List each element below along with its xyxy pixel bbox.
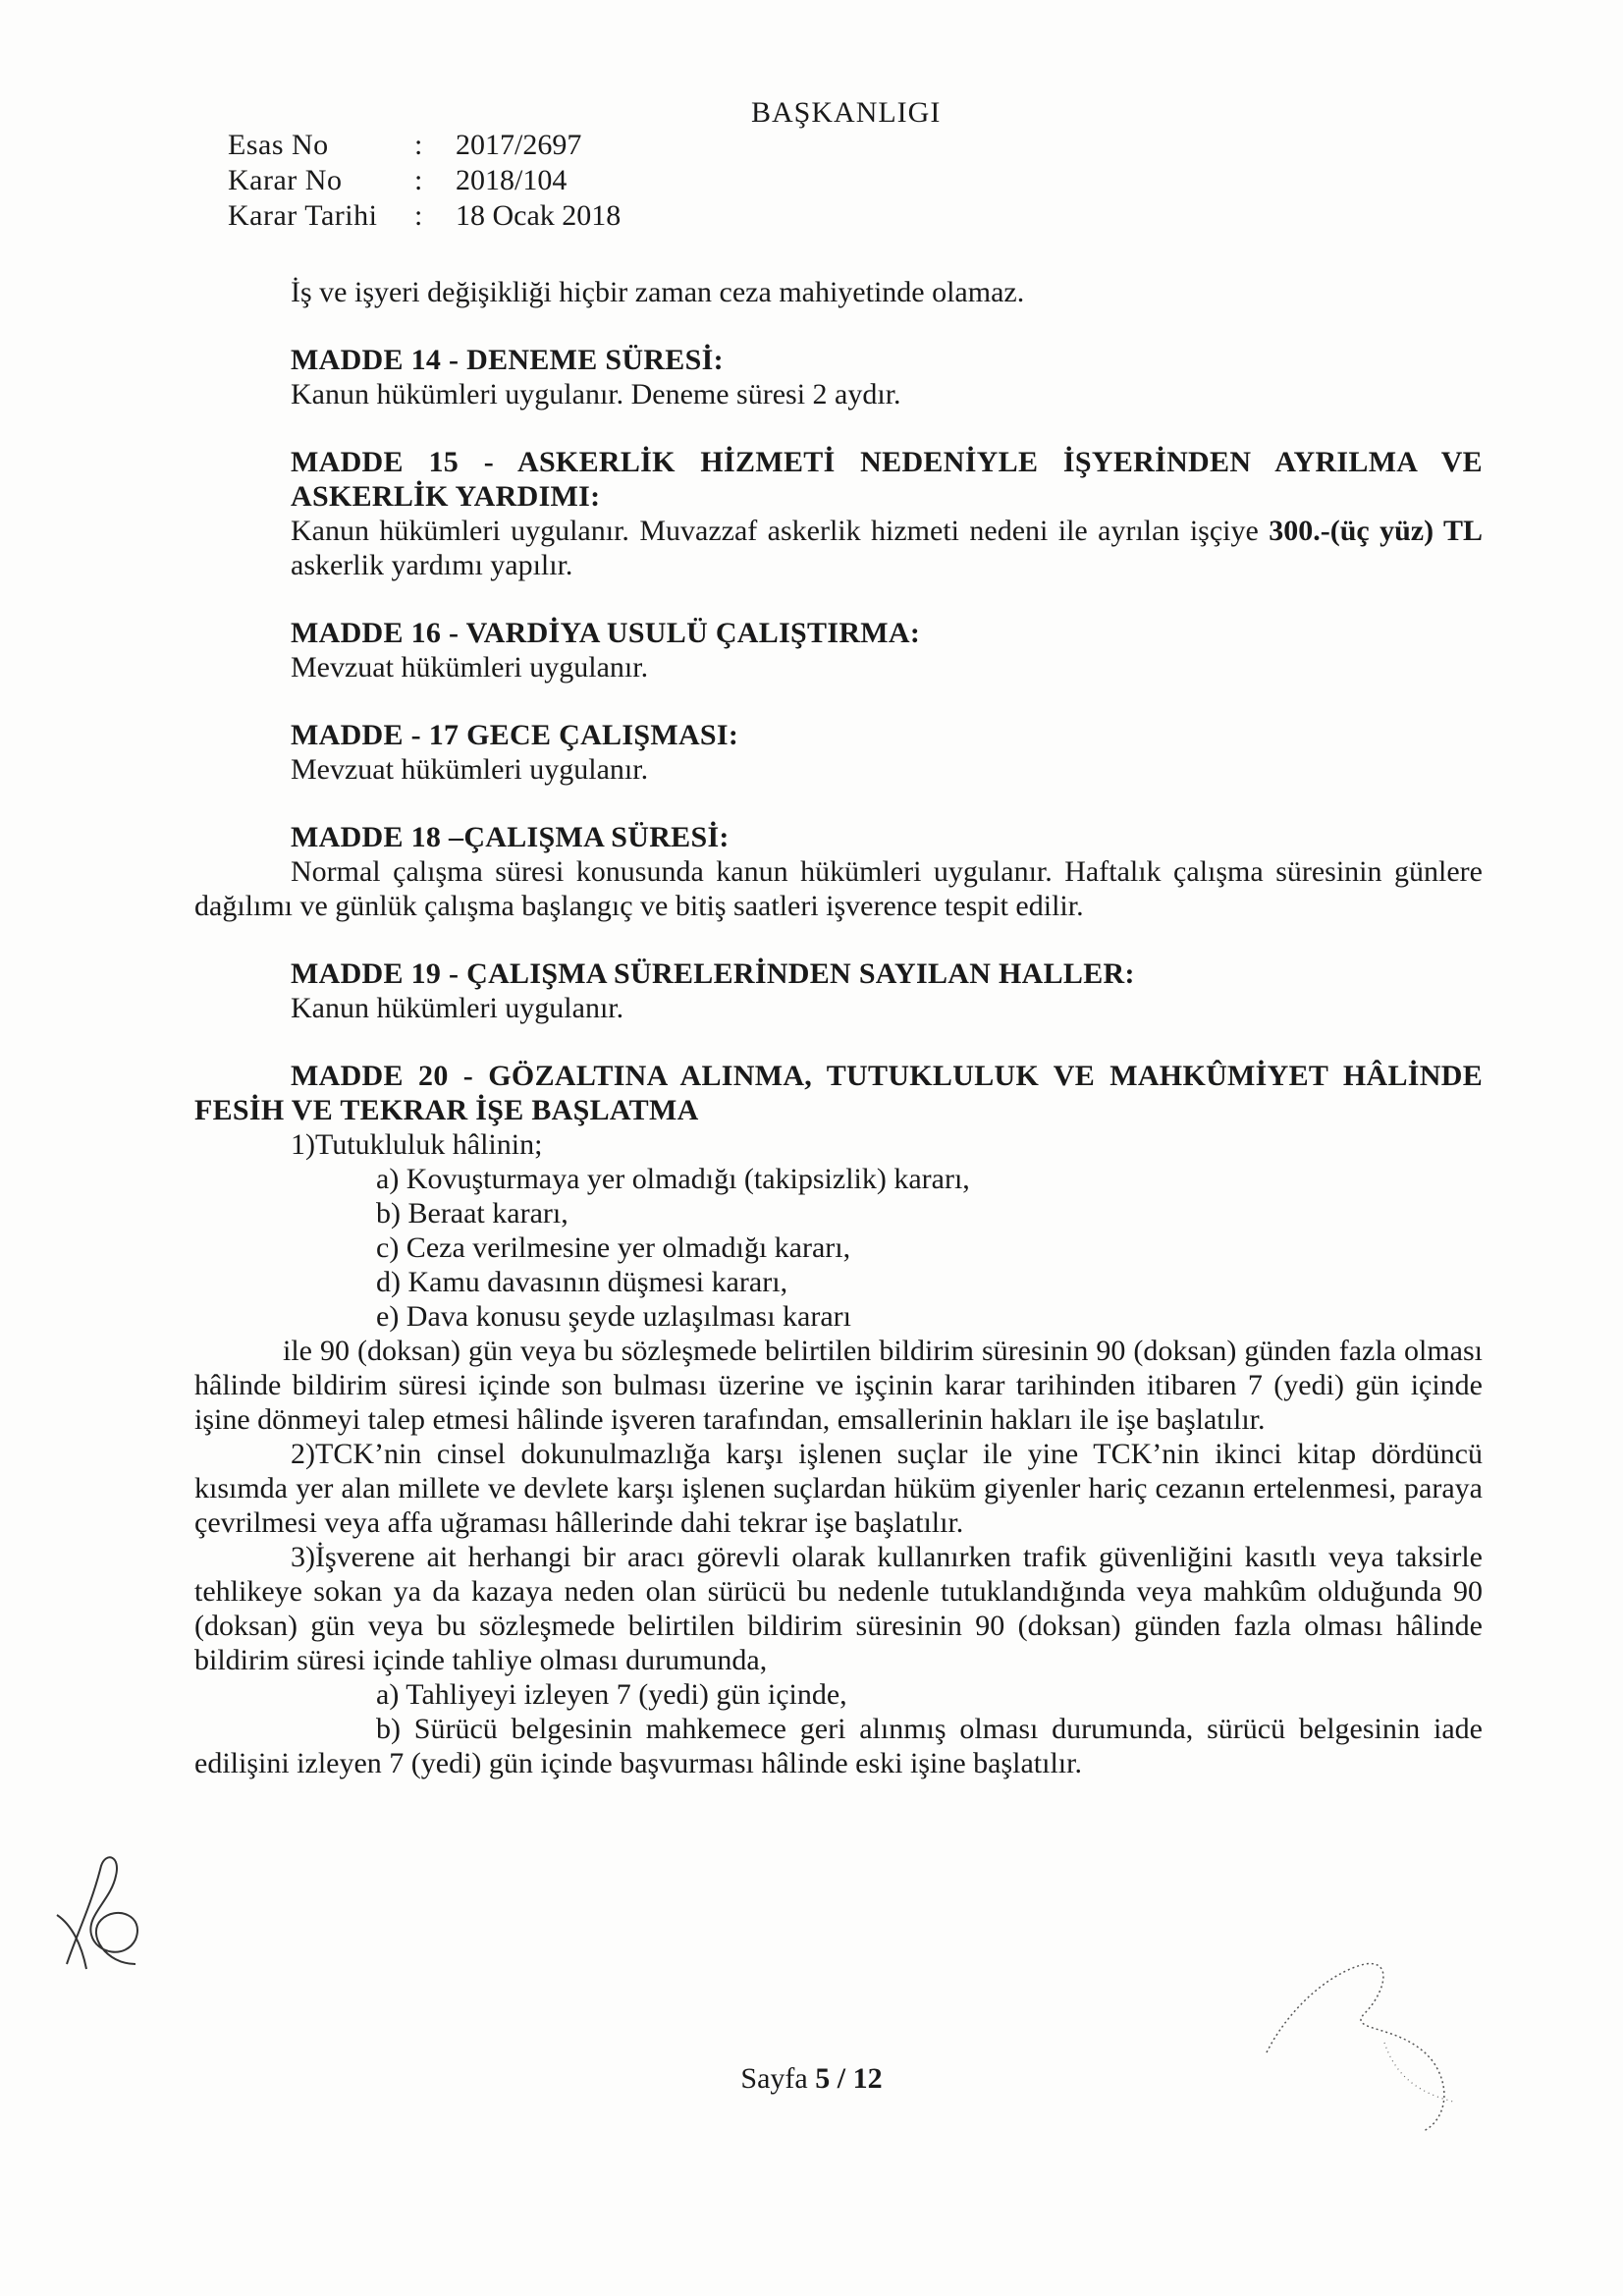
madde-18-text: Normal çalışma süresi konusunda kanun hükümleri uygulanır. Haftalık çalışma süresinin günlere dağılımı ve günlük çalışma başlangıç ve bitiş saatleri işverence tespit edilir. — [194, 855, 1483, 922]
list-item: c) Ceza verilmesine yer olmadığı kararı, — [376, 1231, 851, 1264]
tarih-sep: : — [414, 199, 423, 232]
esas-label: Esas No — [228, 129, 329, 161]
madde-19-text: Kanun hükümleri uygulanır. — [291, 992, 624, 1024]
list-item: d) Kamu davasının düşmesi kararı, — [376, 1266, 788, 1298]
madde-15-title: MADDE 15 - ASKERLİK HİZMETİ NEDENİYLE İŞYERİNDEN AYRILMA VE ASKERLİK YARDIMI: — [291, 446, 1483, 513]
page-number: 5 / 12 — [815, 2062, 883, 2095]
intro-text: İş ve işyeri değişikliği hiçbir zaman ceza mahiyetinde olamaz. — [291, 276, 1025, 308]
madde-20-p3-a: a) Tahliyeyi izleyen 7 (yedi) gün içinde, — [376, 1678, 847, 1711]
signature-mark — [1247, 1925, 1542, 2141]
madde-20-p1-text: ile 90 (doksan) gün veya bu sözleşmede belirtilen bildirim süresinin 90 (doksan) günden fazla olması hâlinde bildirim süresi içinde son bulması üzerine ve işçinin karar tarihinden itibaren 7 (yedi) gün içinde işine dönmeyi talep etmesi hâlinde işveren tarafından, emsallerinin hakları ile işe başlatılır. — [194, 1335, 1483, 1436]
madde-20-p3: 3)İşverene ait herhangi bir aracı görevli olarak kullanırken trafik güvenliğini kasıtlı veya taksirle tehlikeye sokan ya da kazaya neden olan sürücü bu nedenle tutuklandığında veya mahkûm olduğunda 90 (doksan) gün veya bu sözleşmede belirtilen bildirim süresinin 90 (doksan) günden fazla olması hâlinde bildirim süresi içinde tahliye olması durumunda, — [194, 1541, 1483, 1676]
madde-20-title: MADDE 20 - GÖZALTINA ALINMA, TUTUKLULUK VE MAHKÛMİYET HÂLİNDE FESİH VE TEKRAR İŞE BAŞLATMA — [194, 1060, 1483, 1126]
handwritten-paraph — [47, 1846, 155, 1974]
karar-row — [228, 163, 621, 198]
tarih-row — [228, 198, 621, 234]
madde-15-text-a: Kanun hükümleri uygulanır. Muvazzaf askerlik hizmeti nedeni ile ayrılan işçiye — [291, 515, 1270, 547]
karar-sep: : — [414, 164, 423, 196]
tarih-label: Karar Tarihi — [228, 199, 378, 232]
madde-18-title: MADDE 18 –ÇALIŞMA SÜRESİ: — [291, 821, 730, 853]
karar-value: 2018/104 — [456, 164, 568, 196]
list-item: e) Dava konusu şeyde uzlaşılması kararı — [376, 1300, 851, 1333]
madde-14-text: Kanun hükümleri uygulanır. Deneme süresi 2 aydır. — [291, 378, 901, 410]
document-body — [194, 275, 1483, 1780]
karar-label: Karar No — [228, 164, 343, 196]
list-item: a) Kovuşturmaya yer olmadığı (takipsizlik) kararı, — [376, 1163, 970, 1195]
esas-row — [228, 128, 621, 163]
madde-16-text: Mevzuat hükümleri uygulanır. — [291, 651, 649, 683]
esas-value: 2017/2697 — [456, 129, 582, 161]
madde-14-title: MADDE 14 - DENEME SÜRESİ: — [291, 344, 724, 376]
madde-20-p3-b: b) Sürücü belgesinin mahkemece geri alınmış olması durumunda, sürücü belgesinin iade edilişini izleyen 7 (yedi) gün içinde başvurması hâlinde eski işine başlatılır. — [194, 1713, 1483, 1779]
madde-17-title: MADDE - 17 GECE ÇALIŞMASI: — [291, 719, 739, 751]
case-meta — [228, 128, 621, 234]
madde-19-title: MADDE 19 - ÇALIŞMA SÜRELERİNDEN SAYILAN HALLER: — [291, 957, 1135, 990]
madde-15-amount: 300.-(üç yüz) TL — [1269, 515, 1483, 547]
esas-sep: : — [414, 129, 423, 161]
madde-15-text-b: askerlik yardımı yapılır. — [291, 549, 573, 581]
list-item: b) Beraat kararı, — [376, 1197, 568, 1230]
madde-16-title: MADDE 16 - VARDİYA USULÜ ÇALIŞTIRMA: — [291, 617, 921, 649]
madde-15-text — [194, 514, 1483, 582]
agency-header: BAŞKANLIGI — [751, 96, 942, 129]
madde-20-p2: 2)TCK’nin cinsel dokunulmazlığa karşı işlenen suçlar ile yine TCK’nin ikinci kitap dördüncü kısımda yer alan millete ve devlete karşı işlenen suçlardan hüküm giyenler hariç cezanın ertelenmesi, paraya çevrilmesi veya affa uğraması hâllerinde dahi tekrar işe başlatılır. — [194, 1438, 1483, 1539]
madde-17-text: Mevzuat hükümleri uygulanır. — [291, 753, 649, 786]
tarih-value: 18 Ocak 2018 — [456, 199, 622, 232]
madde-20-p1-intro: 1)Tutukluluk hâlinin; — [291, 1128, 543, 1161]
page-prefix: Sayfa — [740, 2062, 816, 2095]
